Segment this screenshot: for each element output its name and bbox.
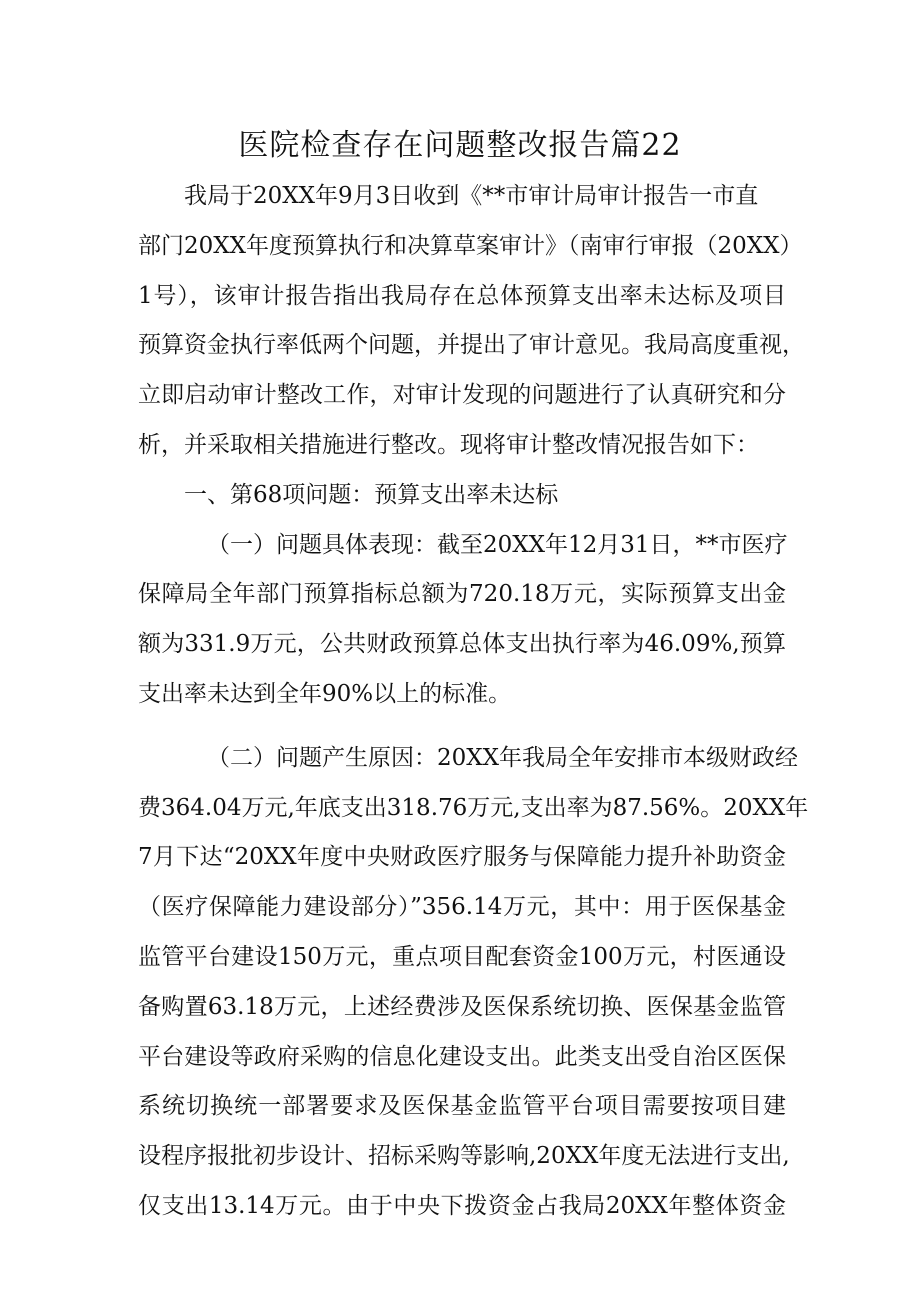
paragraph-line: 支出率未达到全年90%以上的标准。	[138, 680, 512, 707]
paragraph-line: 预算资金执行率低两个问题，并提出了审计意见。我局高度重视，	[138, 332, 805, 359]
document-title: 医院检查存在问题整改报告篇22	[238, 128, 682, 163]
paragraph-line: 平台建设等政府采购的信息化建设支出。此类支出受自治区医保	[138, 1043, 786, 1070]
paragraph-line: 额为331.9万元，公共财政预算总体支出执行率为46.09%,预算	[138, 631, 786, 658]
paragraph-line: 系统切换统一部署要求及医保基金监管平台项目需要按项目建	[138, 1093, 786, 1120]
paragraph-line: （二）问题产生原因：20XX年我局全年安排市本级财政经	[207, 744, 799, 771]
paragraph-line: 1号），该审计报告指出我局存在总体预算支出率未达标及项目	[138, 282, 786, 309]
paragraph-line: 部门20XX年度预算执行和决算草案审计》（南审行审报（20XX）	[138, 232, 803, 259]
paragraph-line: 费364.04万元,年底支出318.76万元,支出率为87.56%。20XX年	[138, 794, 809, 821]
paragraph-line: 仅支出13.14万元。由于中央下拨资金占我局20XX年整体资金	[138, 1192, 786, 1219]
paragraph-line: 7月下达“20XX年度中央财政医疗服务与保障能力提升补助资金	[138, 844, 786, 871]
paragraph-line: 设程序报批初步设计、招标采购等影响,20XX年度无法进行支出,	[138, 1143, 790, 1170]
paragraph-line: 析，并采取相关措施进行整改。现将审计整改情况报告如下：	[138, 431, 759, 458]
paragraph-line: （医疗保障能力建设部分）”356.14万元，其中：用于医保基金	[138, 894, 786, 921]
section-heading: 一、第68项问题：预算支出率未达标	[184, 481, 559, 508]
document-body	[138, 172, 809, 1232]
paragraph-line: 监管平台建设150万元，重点项目配套资金100万元，村医通设	[138, 943, 786, 970]
paragraph-line: 保障局全年部门预算指标总额为720.18万元，实际预算支出金	[138, 581, 786, 608]
paragraph-line: 我局于20XX年9月3日收到《**市审计局审计报告一市直	[184, 183, 759, 209]
paragraph-line: （一）问题具体表现：截至20XX年12月31日，**市医疗	[207, 531, 788, 558]
paragraph-line: 备购置63.18万元，上述经费涉及医保系统切换、医保基金监管	[138, 993, 786, 1020]
paragraph-line: 立即启动审计整改工作，对审计发现的问题进行了认真研究和分	[138, 382, 786, 409]
